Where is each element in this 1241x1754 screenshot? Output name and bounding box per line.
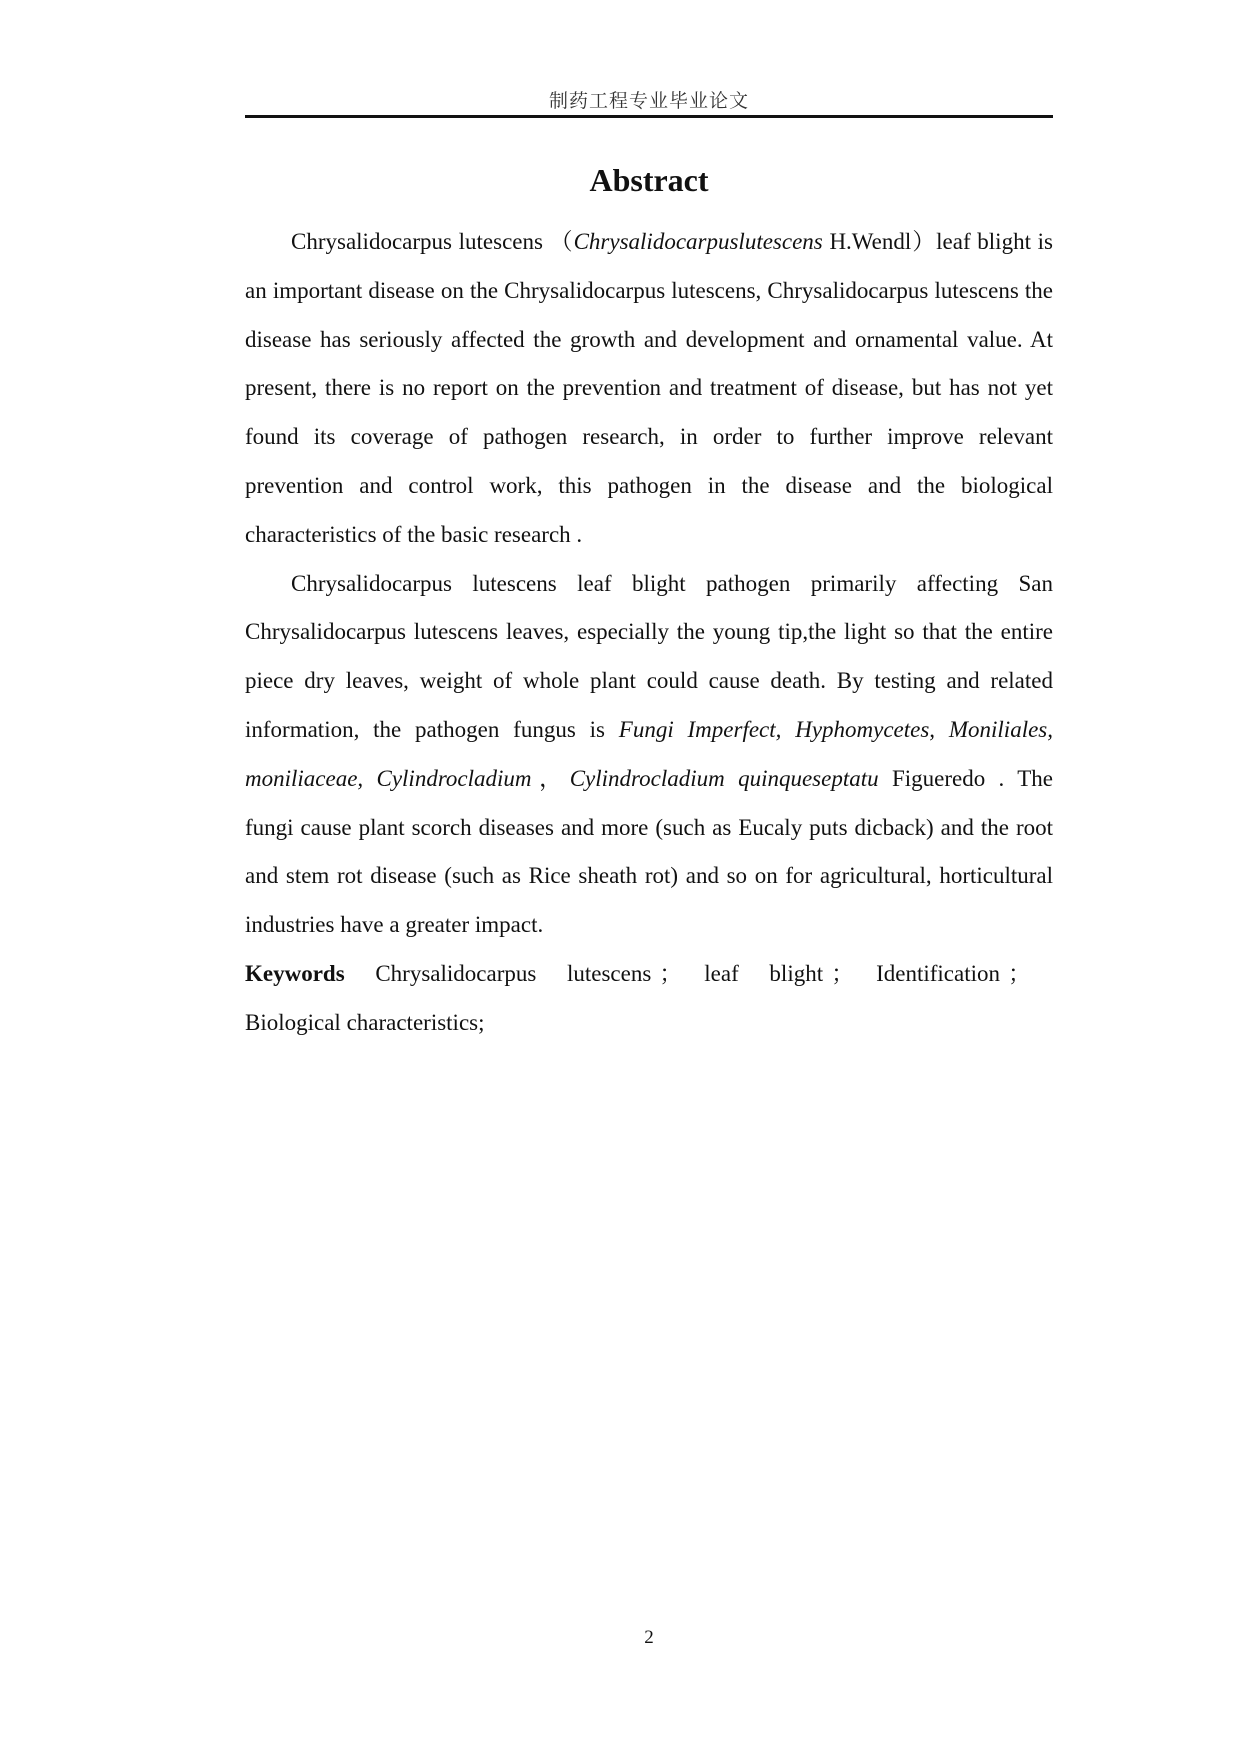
page-number: 2 [644, 1627, 654, 1648]
keyword-3: Identification [876, 960, 1001, 986]
paragraph-1-text-b: H.Wendl）leaf blight is an important disease on the Chrysalidocarpus lutescens, Chrysalidocarpus lutescens the disease has seriously affected the growth and development and ornamental value. At present, there is no report on the prevention and treatment of disease, but has not yet found its coverage of pathogen research, in order to further improve relevant prevention and control work, this pathogen in the disease and the biological characteristics of the basic research . [245, 229, 1053, 547]
keyword-2: leaf blight [704, 960, 824, 986]
keywords-end: ; [478, 1009, 485, 1035]
paragraph-2-separator: ， [531, 765, 570, 791]
keywords-line [245, 950, 1053, 1048]
keyword-separator: ； [1008, 960, 1032, 986]
keyword-separator: ； [659, 960, 683, 986]
paragraph-2-text-a: Chrysalidocarpus lutescens leaf blight pathogen primarily affecting San Chrysalidocarpus lutescens leaves, especially the young tip,the light so that the entire piece dry leaves, weight of whole plant could cause death. By testing and related information, the pathogen fungus is [245, 570, 1053, 742]
paragraph-1-text-a: Chrysalidocarpus lutescens （ [291, 229, 574, 254]
abstract-title: Abstract [589, 162, 709, 198]
fungus-species: Cylindrocladium quinqueseptatu [569, 765, 879, 791]
header-rule [245, 115, 1053, 118]
paragraph-2-text-b: Figueredo . The fungi cause plant scorch diseases and more (such as Eucaly puts dicback) and the root and stem rot disease (such as Rice sheath rot) and so on for agricultural, horticultural industries have a greater impact. [245, 765, 1053, 938]
keywords-label: Keywords [245, 960, 345, 986]
fungus-taxonomy: Fungi Imperfect, Hyphomycetes, Moniliales, moniliaceae, Cylindrocladium [245, 716, 1053, 791]
abstract-paragraph-2 [245, 560, 1053, 950]
keyword-4: Biological characteristics [245, 1009, 479, 1035]
keyword-1: Chrysalidocarpus lutescens [375, 960, 652, 986]
abstract-body [245, 218, 1053, 1048]
running-header: 制药工程专业毕业论文 [548, 90, 749, 112]
abstract-paragraph-1 [245, 218, 1053, 560]
species-name: Chrysalidocarpuslutescens [573, 229, 823, 254]
keyword-separator: ； [831, 960, 855, 986]
